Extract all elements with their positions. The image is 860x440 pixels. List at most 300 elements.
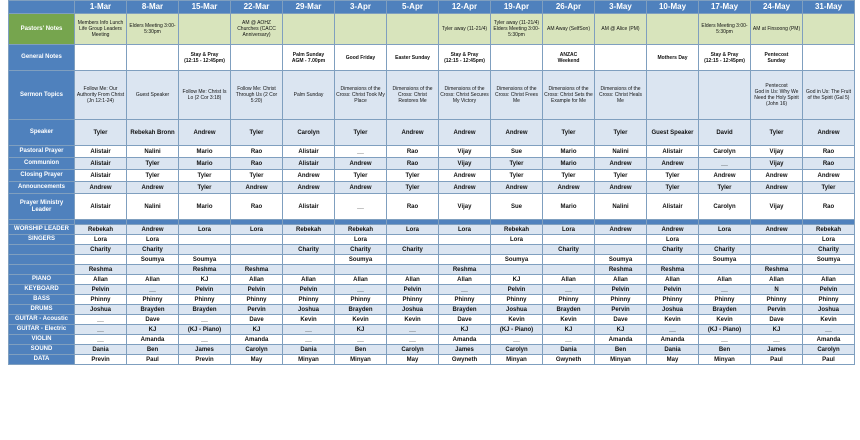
- roster-cell: __: [335, 285, 387, 295]
- roster-cell: __: [387, 335, 439, 345]
- roster-cell: Vijay: [751, 158, 803, 170]
- roster-cell: Rao: [231, 158, 283, 170]
- roster-cell: Phinny: [127, 295, 179, 305]
- roster-cell: Andrew: [751, 170, 803, 182]
- roster-cell: [491, 245, 543, 255]
- roster-cell: __: [335, 146, 387, 158]
- roster-cell: Joshua: [75, 305, 127, 315]
- roster-cell: __: [491, 335, 543, 345]
- roster-cell: Amanda: [595, 335, 647, 345]
- roster-cell: Pelvin: [387, 285, 439, 295]
- row-label: GUITAR - Electric: [9, 325, 75, 335]
- roster-cell: Dave: [127, 315, 179, 325]
- roster-cell: Palm Sunday: [283, 71, 335, 120]
- roster-cell: Pentecost God in Us: Why We Need the Holy Spirit (John 16): [751, 71, 803, 120]
- roster-cell: Phinny: [231, 295, 283, 305]
- roster-cell: Rao: [387, 146, 439, 158]
- roster-cell: Pelvin: [595, 285, 647, 295]
- roster-cell: AM @ Alice (PM): [595, 14, 647, 45]
- roster-row: [9, 158, 855, 170]
- roster-cell: Pervin: [231, 305, 283, 315]
- roster-cell: [231, 45, 283, 71]
- date-header: 10-May: [647, 1, 699, 14]
- roster-cell: Previn: [179, 355, 231, 365]
- roster-cell: Rao: [231, 194, 283, 220]
- roster-cell: __: [283, 335, 335, 345]
- roster-cell: Amanda: [647, 335, 699, 345]
- roster-cell: Andrew: [595, 182, 647, 194]
- roster-cell: KJ: [127, 325, 179, 335]
- roster-cell: Andrew: [751, 182, 803, 194]
- roster-cell: [751, 235, 803, 245]
- roster-cell: Sue: [491, 146, 543, 158]
- date-header: 5-Apr: [387, 1, 439, 14]
- roster-cell: Charity: [283, 245, 335, 255]
- row-label: Sermon Topics: [9, 71, 75, 120]
- roster-cell: Rebekah: [803, 225, 855, 235]
- roster-cell: Ben: [699, 345, 751, 355]
- roster-cell: Lora: [75, 235, 127, 245]
- roster-cell: [387, 255, 439, 265]
- roster-cell: Dimensions of the Cross: Christ Took My Place: [335, 71, 387, 120]
- roster-row: [9, 194, 855, 220]
- roster-cell: Allan: [647, 275, 699, 285]
- roster-cell: Allan: [387, 275, 439, 285]
- roster-cell: Tyler: [595, 170, 647, 182]
- roster-row: [9, 45, 855, 71]
- roster-cell: Phinny: [75, 295, 127, 305]
- roster-cell: Tyler: [699, 182, 751, 194]
- roster-cell: Tyler: [387, 182, 439, 194]
- roster-cell: Dave: [231, 315, 283, 325]
- roster-cell: [751, 245, 803, 255]
- date-header: 12-Apr: [439, 1, 491, 14]
- roster-cell: [387, 235, 439, 245]
- row-label: PIANO: [9, 275, 75, 285]
- roster-table: [8, 0, 855, 365]
- roster-cell: Paul: [803, 355, 855, 365]
- roster-cell: [231, 255, 283, 265]
- roster-cell: Kevin: [387, 315, 439, 325]
- roster-cell: Andrew: [491, 120, 543, 146]
- roster-cell: Nalini: [127, 194, 179, 220]
- roster-cell: Rao: [387, 158, 439, 170]
- roster-cell: KJ: [595, 325, 647, 335]
- roster-cell: Andrew: [439, 182, 491, 194]
- roster-cell: [387, 265, 439, 275]
- roster-cell: Phinny: [335, 295, 387, 305]
- roster-row: [9, 265, 855, 275]
- roster-cell: Carolyn: [231, 345, 283, 355]
- roster-cell: __: [335, 335, 387, 345]
- roster-cell: __: [439, 285, 491, 295]
- roster-cell: Andrew: [231, 182, 283, 194]
- roster-cell: [231, 245, 283, 255]
- roster-cell: Dimensions of the Cross: Christ Frees Me: [491, 71, 543, 120]
- roster-cell: Reshma: [595, 265, 647, 275]
- roster-cell: Rebekah: [75, 225, 127, 235]
- roster-cell: Pelvin: [283, 285, 335, 295]
- roster-cell: Allan: [751, 275, 803, 285]
- roster-cell: Charity: [699, 245, 751, 255]
- row-label: [9, 255, 75, 265]
- roster-cell: [543, 255, 595, 265]
- row-label: Prayer Ministry Leader: [9, 194, 75, 220]
- roster-cell: Joshua: [647, 305, 699, 315]
- roster-cell: Charity: [543, 245, 595, 255]
- roster-cell: Guest Speaker: [127, 71, 179, 120]
- roster-cell: [595, 245, 647, 255]
- roster-cell: Good Friday: [335, 45, 387, 71]
- roster-cell: [647, 255, 699, 265]
- roster-cell: Soumya: [803, 255, 855, 265]
- roster-cell: Andrew: [803, 170, 855, 182]
- roster-row: [9, 305, 855, 315]
- roster-cell: Soumya: [127, 255, 179, 265]
- roster-cell: [335, 14, 387, 45]
- roster-cell: Soumya: [491, 255, 543, 265]
- roster-cell: Previn: [75, 355, 127, 365]
- roster-cell: Andrew: [647, 158, 699, 170]
- roster-cell: Members Info Lunch Life Group Leaders Meeting: [75, 14, 127, 45]
- roster-cell: Paul: [127, 355, 179, 365]
- roster-cell: Dimensions of the Cross: Christ Heals Me: [595, 71, 647, 120]
- roster-row: [9, 235, 855, 245]
- roster-cell: [595, 45, 647, 71]
- roster-cell: Ben: [127, 345, 179, 355]
- roster-cell: Follow Me: Christ Is Lo (2 Cor 3:18): [179, 71, 231, 120]
- roster-cell: [491, 45, 543, 71]
- roster-cell: Tyler: [231, 120, 283, 146]
- roster-cell: Joshua: [283, 305, 335, 315]
- roster-cell: Dania: [283, 345, 335, 355]
- roster-cell: Gwyneth: [439, 355, 491, 365]
- roster-cell: Follow Me: Christ Through Us (2 Cor 5:20): [231, 71, 283, 120]
- roster-cell: Allan: [699, 275, 751, 285]
- roster-cell: __: [75, 325, 127, 335]
- roster-cell: Follow Me: Our Authority From Christ (Jn 12:1-24): [75, 71, 127, 120]
- roster-cell: Carolyn: [699, 146, 751, 158]
- roster-cell: Minyan: [595, 355, 647, 365]
- roster-cell: Joshua: [491, 305, 543, 315]
- roster-cell: God in Us: The Fruit of the Spirit (Gal 5): [803, 71, 855, 120]
- roster-row: [9, 295, 855, 305]
- roster-cell: __: [335, 194, 387, 220]
- roster-cell: Lora: [387, 225, 439, 235]
- roster-cell: __: [179, 335, 231, 345]
- roster-cell: Amanda: [439, 335, 491, 345]
- roster-cell: [335, 265, 387, 275]
- roster-cell: James: [751, 345, 803, 355]
- roster-cell: May: [647, 355, 699, 365]
- roster-cell: [179, 14, 231, 45]
- roster-cell: Allan: [283, 275, 335, 285]
- roster-cell: Reshma: [231, 265, 283, 275]
- roster-cell: __: [699, 158, 751, 170]
- roster-cell: [179, 245, 231, 255]
- roster-cell: Vijay: [439, 194, 491, 220]
- roster-cell: Lora: [335, 235, 387, 245]
- roster-cell: __: [803, 325, 855, 335]
- row-label: DRUMS: [9, 305, 75, 315]
- roster-cell: Phinny: [439, 295, 491, 305]
- roster-cell: Tyler away (11-21/4): [439, 14, 491, 45]
- roster-cell: Allan: [335, 275, 387, 285]
- roster-cell: Minyan: [699, 355, 751, 365]
- row-label: DATA: [9, 355, 75, 365]
- roster-cell: Vijay: [751, 146, 803, 158]
- roster-row: [9, 315, 855, 325]
- roster-cell: Elders Meeting 3:00-5:30pm: [127, 14, 179, 45]
- roster-cell: Alistair: [283, 194, 335, 220]
- roster-cell: Phinny: [491, 295, 543, 305]
- roster-cell: Ben: [595, 345, 647, 355]
- roster-cell: Allan: [595, 275, 647, 285]
- roster-cell: Nalini: [595, 146, 647, 158]
- row-label: SOUND: [9, 345, 75, 355]
- roster-cell: KJ: [439, 325, 491, 335]
- roster-cell: Pelvin: [803, 285, 855, 295]
- roster-cell: KJ: [751, 325, 803, 335]
- roster-cell: Tyler: [75, 120, 127, 146]
- date-header: 29-Mar: [283, 1, 335, 14]
- roster-cell: Dania: [543, 345, 595, 355]
- roster-cell: Rao: [803, 194, 855, 220]
- roster-cell: Dimensions of the Cross: Christ Restores Me: [387, 71, 439, 120]
- roster-cell: __: [179, 315, 231, 325]
- roster-cell: Kevin: [699, 315, 751, 325]
- roster-cell: Andrew: [491, 182, 543, 194]
- roster-cell: Vijay: [751, 194, 803, 220]
- roster-cell: [647, 71, 699, 120]
- roster-cell: ANZAC Weekend: [543, 45, 595, 71]
- row-label: Pastors' Notes: [9, 14, 75, 45]
- row-label: Communion: [9, 158, 75, 170]
- roster-cell: [387, 14, 439, 45]
- roster-cell: Andrew: [595, 225, 647, 235]
- roster-cell: [751, 255, 803, 265]
- roster-cell: Andrew: [75, 182, 127, 194]
- roster-cell: Vijay: [439, 146, 491, 158]
- roster-cell: Guest Speaker: [647, 120, 699, 146]
- roster-cell: Andrew: [283, 182, 335, 194]
- roster-cell: Tyler away (11-21/4) Elders Meeting 3:00-5:30pm: [491, 14, 543, 45]
- roster-cell: Rebekah Bronn: [127, 120, 179, 146]
- roster-cell: (KJ - Piano): [491, 325, 543, 335]
- roster-cell: Elders Meeting 3:00-5:30pm: [699, 14, 751, 45]
- roster-cell: [283, 265, 335, 275]
- roster-cell: Reshma: [751, 265, 803, 275]
- roster-cell: Easter Sunday: [387, 45, 439, 71]
- roster-cell: [543, 265, 595, 275]
- roster-row: [9, 71, 855, 120]
- roster-cell: Brayden: [127, 305, 179, 315]
- roster-cell: Alistair: [647, 194, 699, 220]
- roster-cell: James: [439, 345, 491, 355]
- roster-cell: Joshua: [803, 305, 855, 315]
- roster-cell: Alistair: [75, 146, 127, 158]
- roster-cell: Allan: [127, 275, 179, 285]
- roster-cell: Pelvin: [647, 285, 699, 295]
- roster-cell: Phinny: [803, 295, 855, 305]
- roster-cell: Brayden: [699, 305, 751, 315]
- roster-cell: Tyler: [595, 120, 647, 146]
- roster-cell: Joshua: [387, 305, 439, 315]
- roster-cell: Kevin: [803, 315, 855, 325]
- roster-cell: __: [75, 335, 127, 345]
- roster-cell: Amanda: [803, 335, 855, 345]
- roster-cell: Pentecost Sunday: [751, 45, 803, 71]
- roster-cell: Charity: [647, 245, 699, 255]
- roster-cell: Phinny: [647, 295, 699, 305]
- roster-cell: Rao: [803, 146, 855, 158]
- roster-cell: Mario: [543, 194, 595, 220]
- roster-cell: Kevin: [491, 315, 543, 325]
- roster-cell: Allan: [75, 275, 127, 285]
- roster-cell: Lora: [491, 235, 543, 245]
- roster-cell: Charity: [127, 245, 179, 255]
- date-header: 3-May: [595, 1, 647, 14]
- roster-cell: May: [231, 355, 283, 365]
- row-label: VIOLIN: [9, 335, 75, 345]
- roster-cell: __: [543, 285, 595, 295]
- roster-row: [9, 225, 855, 235]
- roster-cell: Andrew: [439, 170, 491, 182]
- roster-cell: Andrew: [699, 170, 751, 182]
- roster-cell: Allan: [803, 275, 855, 285]
- roster-row: [9, 345, 855, 355]
- roster-cell: Charity: [75, 245, 127, 255]
- roster-cell: Tyler: [127, 170, 179, 182]
- roster-cell: Rebekah: [335, 225, 387, 235]
- roster-cell: __: [127, 285, 179, 295]
- roster-cell: Rebekah: [283, 225, 335, 235]
- roster-cell: Tyler: [751, 120, 803, 146]
- row-label: SINGERS: [9, 235, 75, 245]
- roster-cell: Lora: [179, 225, 231, 235]
- roster-cell: Phinny: [543, 295, 595, 305]
- roster-cell: Tyler: [491, 170, 543, 182]
- roster-cell: Tyler: [179, 182, 231, 194]
- roster-cell: Andrew: [803, 120, 855, 146]
- row-label: Speaker: [9, 120, 75, 146]
- roster-row: [9, 335, 855, 345]
- roster-cell: Tyler: [387, 170, 439, 182]
- date-header: 26-Apr: [543, 1, 595, 14]
- roster-cell: Andrew: [283, 170, 335, 182]
- roster-cell: Andrew: [127, 225, 179, 235]
- roster-cell: Andrew: [647, 225, 699, 235]
- roster-cell: Allan: [231, 275, 283, 285]
- row-label: GUITAR - Acoustic: [9, 315, 75, 325]
- roster-cell: Stay & Pray (12:15 - 12:45pm): [699, 45, 751, 71]
- roster-cell: Alistair: [647, 146, 699, 158]
- corner-cell: [9, 1, 75, 14]
- roster-cell: Rao: [231, 146, 283, 158]
- roster-cell: Tyler: [803, 182, 855, 194]
- roster-cell: Kevin: [283, 315, 335, 325]
- row-label: Closing Prayer: [9, 170, 75, 182]
- roster-cell: AM Away (SelfSon): [543, 14, 595, 45]
- roster-row: [9, 170, 855, 182]
- roster-cell: Reshma: [439, 265, 491, 275]
- roster-cell: __: [75, 315, 127, 325]
- roster-cell: Alistair: [283, 146, 335, 158]
- row-label: BASS: [9, 295, 75, 305]
- date-header: 15-Mar: [179, 1, 231, 14]
- roster-cell: Allan: [543, 275, 595, 285]
- roster-cell: Andrew: [335, 182, 387, 194]
- date-header: 24-May: [751, 1, 803, 14]
- roster-cell: Andrew: [335, 158, 387, 170]
- roster-cell: Nalini: [127, 146, 179, 158]
- roster-cell: Allan: [439, 275, 491, 285]
- roster-cell: Phinny: [387, 295, 439, 305]
- roster-row: [9, 275, 855, 285]
- roster-cell: Pelvin: [75, 285, 127, 295]
- roster-cell: Soumya: [335, 255, 387, 265]
- roster-cell: [283, 255, 335, 265]
- roster-cell: Vijay: [439, 158, 491, 170]
- roster-cell: Tyler: [179, 170, 231, 182]
- roster-cell: [595, 235, 647, 245]
- roster-cell: Andrew: [387, 120, 439, 146]
- roster-cell: Dania: [75, 345, 127, 355]
- roster-cell: David: [699, 120, 751, 146]
- roster-cell: Sue: [491, 194, 543, 220]
- roster-cell: Tyler: [543, 120, 595, 146]
- roster-cell: Phinny: [283, 295, 335, 305]
- roster-cell: Rebekah: [491, 225, 543, 235]
- roster-cell: Lora: [439, 225, 491, 235]
- roster-cell: AM at Finsoong (PM): [751, 14, 803, 45]
- roster-cell: Lora: [127, 235, 179, 245]
- date-header: 31-May: [803, 1, 855, 14]
- roster-cell: (KJ - Piano): [179, 325, 231, 335]
- row-label: [9, 245, 75, 255]
- roster-cell: Phinny: [751, 295, 803, 305]
- roster-cell: Dave: [439, 315, 491, 325]
- roster-cell: Andrew: [127, 182, 179, 194]
- roster-cell: N: [751, 285, 803, 295]
- date-header: 1-Mar: [75, 1, 127, 14]
- row-label: General Notes: [9, 45, 75, 71]
- roster-cell: KJ: [179, 275, 231, 285]
- roster-row: [9, 325, 855, 335]
- roster-cell: [179, 235, 231, 245]
- roster-cell: Soumya: [595, 255, 647, 265]
- roster-cell: [491, 265, 543, 275]
- roster-row: [9, 146, 855, 158]
- roster-cell: Gwyneth: [543, 355, 595, 365]
- row-label: Pastoral Prayer: [9, 146, 75, 158]
- roster-cell: [803, 45, 855, 71]
- roster-row: [9, 182, 855, 194]
- roster-cell: KJ: [543, 325, 595, 335]
- roster-cell: Andrew: [543, 182, 595, 194]
- roster-cell: Mario: [179, 146, 231, 158]
- roster-cell: __: [699, 335, 751, 345]
- roster-cell: __: [647, 325, 699, 335]
- roster-cell: Ben: [335, 345, 387, 355]
- roster-cell: Dave: [595, 315, 647, 325]
- roster-cell: Carolyn: [283, 120, 335, 146]
- roster-cell: Soumya: [699, 255, 751, 265]
- roster-cell: Mario: [179, 194, 231, 220]
- roster-cell: [439, 255, 491, 265]
- roster-cell: [283, 14, 335, 45]
- roster-cell: [127, 45, 179, 71]
